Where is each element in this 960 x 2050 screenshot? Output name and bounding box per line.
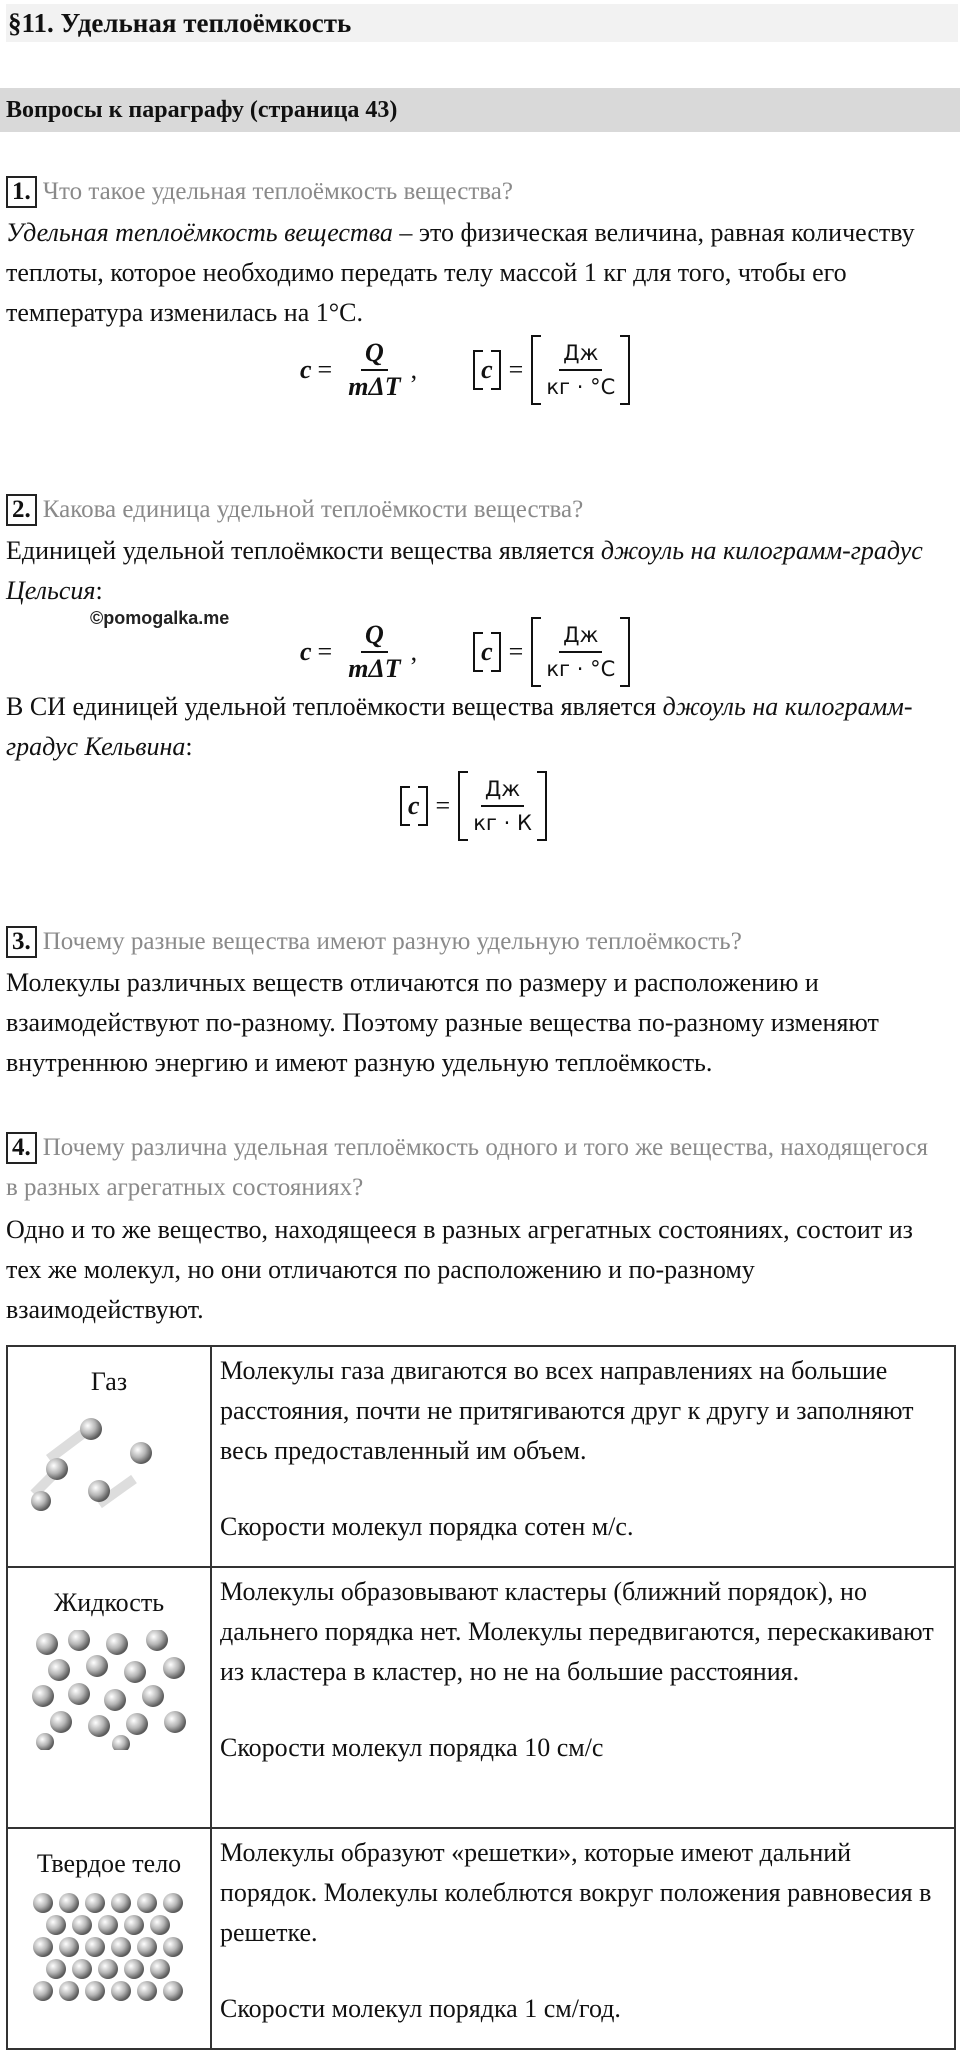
answer-text-end: : bbox=[95, 576, 103, 605]
unit-equals: = bbox=[508, 355, 524, 384]
table-row bbox=[7, 1567, 955, 1828]
answer-2-intro bbox=[6, 531, 951, 611]
state-name: Твердое тело bbox=[36, 1849, 182, 1878]
answer-4: Одно и то же вещество, находящееся в разных агрегатных состояниях, состоит из тех же молекул, но они отличаются по расположению и по-разному взаимодействуют. bbox=[6, 1215, 913, 1324]
unit-numerator: Дж bbox=[559, 337, 602, 371]
question-text: Почему различна удельная теплоёмкость одного и того же вещества, находящегося в разных агрегатных состояниях? bbox=[6, 1134, 929, 1201]
state-description: Молекулы образовывают кластеры (ближний порядок), но дальнего порядка нет. Молекулы передвигаются, перескакивают из кластера в кластер, но не на большие расстояния. bbox=[220, 1577, 934, 1686]
formula-var: c bbox=[300, 355, 312, 384]
answer-text: – это физическая величина, равная количеству теплоты, которое необходимо передать телу массой 1 кг для того, чтобы его температура изменилась на 1°C. bbox=[6, 218, 915, 327]
formula-si-unit bbox=[398, 766, 549, 846]
formula-fraction bbox=[344, 619, 404, 685]
unit-equals: = bbox=[435, 791, 451, 820]
formula-heat-capacity-1 bbox=[300, 330, 632, 410]
formula-heat-capacity-2 bbox=[300, 612, 632, 692]
unit-denominator: кг · °С bbox=[546, 657, 616, 681]
unit-var: c bbox=[481, 355, 493, 384]
state-cell bbox=[7, 1828, 211, 2049]
formula-var: c bbox=[300, 637, 312, 666]
unit-bracket-lhs bbox=[473, 632, 501, 672]
formula-numerator: Q bbox=[361, 619, 388, 653]
solid-molecules-icon bbox=[29, 1891, 189, 2001]
unit-bracket-lhs bbox=[400, 786, 428, 826]
watermark: ©pomogalka.me bbox=[90, 608, 230, 628]
question-text: Какова единица удельной теплоёмкости вещества? bbox=[42, 496, 584, 523]
state-name: Жидкость bbox=[53, 1588, 165, 1617]
unit-bracket-rhs bbox=[531, 617, 630, 687]
question-1 bbox=[6, 172, 946, 212]
answer-2-si bbox=[6, 687, 951, 767]
table-row bbox=[7, 1828, 955, 2049]
answer-text-end: : bbox=[185, 732, 193, 761]
state-description-cell bbox=[211, 1828, 955, 2049]
answer-text: Единицей удельной теплоёмкости вещества является bbox=[6, 536, 601, 565]
question-text: Почему разные вещества имеют разную удельную теплоёмкость? bbox=[42, 928, 742, 955]
unit-bracket-rhs bbox=[458, 771, 547, 841]
unit-numerator: Дж bbox=[481, 773, 524, 807]
table-row bbox=[7, 1346, 955, 1567]
answer-3: Молекулы различных веществ отличаются по размеру и расположению и взаимодействуют по-разному. Поэтому разные вещества по-разному изменяют внутреннюю энергию и имеют разную удельную теплоёмкость. bbox=[6, 968, 879, 1077]
state-description: Молекулы газа двигаются во всех направлениях на большие расстояния, почти не притягиваются друг к другу и заполняют весь предоставленный им объем. bbox=[220, 1356, 914, 1465]
question-2 bbox=[6, 490, 946, 530]
formula-comma: , bbox=[410, 637, 418, 666]
unit-var: c bbox=[481, 637, 493, 666]
state-description: Молекулы образуют «решетки», которые имеют дальний порядок. Молекулы колеблются вокруг положения равновесия в решетке. bbox=[220, 1838, 932, 1947]
formula-denominator: mΔT bbox=[348, 654, 401, 683]
state-name: Газ bbox=[90, 1367, 128, 1396]
unit-denominator: кг · К bbox=[473, 811, 532, 835]
state-cell bbox=[7, 1567, 211, 1828]
answer-1 bbox=[6, 213, 951, 333]
unit-bracket-rhs bbox=[531, 335, 630, 405]
question-number: 3. bbox=[6, 926, 37, 958]
question-4 bbox=[6, 1128, 946, 1208]
state-speed: Скорости молекул порядка сотен м/с. bbox=[220, 1512, 634, 1541]
question-number: 1. bbox=[6, 176, 37, 208]
gas-molecules-icon bbox=[29, 1409, 189, 1519]
answer-term: Удельная теплоёмкость вещества bbox=[6, 218, 393, 247]
state-speed: Скорости молекул порядка 10 см/с bbox=[220, 1733, 604, 1762]
unit-bracket-lhs bbox=[473, 350, 501, 390]
unit-numerator: Дж bbox=[559, 619, 602, 653]
question-text: Что такое удельная теплоёмкость вещества? bbox=[42, 178, 513, 205]
question-number: 2. bbox=[6, 494, 37, 526]
formula-equals: = bbox=[317, 637, 333, 666]
answer-text: В СИ единицей удельной теплоёмкости вещества является bbox=[6, 692, 663, 721]
formula-equals: = bbox=[317, 355, 333, 384]
unit-fraction bbox=[469, 773, 536, 839]
state-description-cell bbox=[211, 1567, 955, 1828]
state-speed: Скорости молекул порядка 1 см/год. bbox=[220, 1994, 621, 2023]
answer-term: джоуль на килограмм-градус Кельвина bbox=[6, 692, 913, 761]
unit-denominator: кг · °С bbox=[546, 375, 616, 399]
states-table bbox=[6, 1345, 956, 2050]
state-cell bbox=[7, 1346, 211, 1567]
unit-fraction bbox=[542, 337, 619, 403]
formula-comma: , bbox=[410, 355, 418, 384]
formula-denominator: mΔT bbox=[348, 372, 401, 401]
unit-equals: = bbox=[508, 637, 524, 666]
page-title: §11. Удельная теплоёмкость bbox=[6, 4, 958, 42]
state-description-cell bbox=[211, 1346, 955, 1567]
unit-var: c bbox=[408, 791, 420, 820]
liquid-molecules-icon bbox=[29, 1630, 189, 1750]
section-title: Вопросы к параграфу (страница 43) bbox=[0, 88, 960, 132]
answer-term: джоуль на килограмм-градус Цельсия bbox=[6, 536, 923, 605]
unit-fraction bbox=[542, 619, 619, 685]
question-3 bbox=[6, 922, 946, 962]
formula-numerator: Q bbox=[361, 337, 388, 371]
question-number: 4. bbox=[6, 1132, 37, 1164]
formula-fraction bbox=[344, 337, 404, 403]
